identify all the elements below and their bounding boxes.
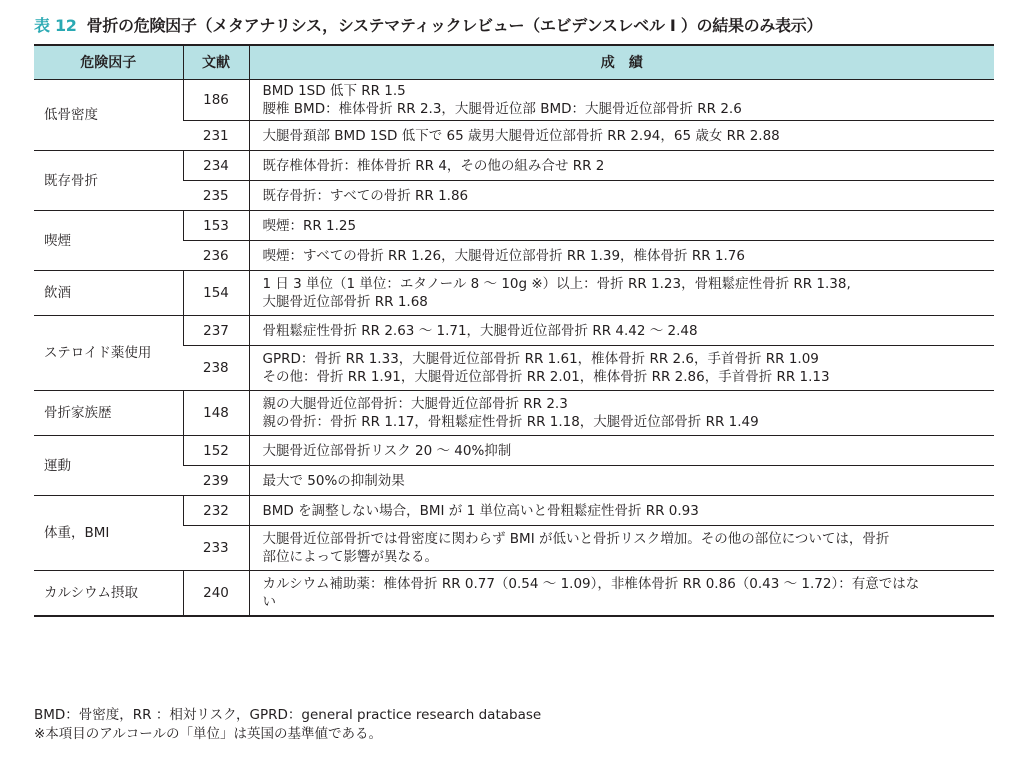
table-row [34,496,994,526]
header-reference: 文献 [183,45,249,80]
result-line: 親の大腿骨近位部骨折：大腿骨近位部骨折 RR 2.3 [262,396,568,412]
reference-cell: 235 [183,181,249,211]
result-cell [249,391,994,436]
factor-cell: 骨折家族歴 [34,391,183,436]
result-line: BMD 1SD 低下 RR 1.5 [262,83,406,99]
result-line: い [262,593,276,610]
reference-cell: 232 [183,496,249,526]
header-row [34,45,994,80]
reference-cell: 186 [183,80,249,121]
factor-cell: 既存骨折 [34,151,183,211]
table-row [34,316,994,346]
reference-cell: 239 [183,466,249,496]
result-line: カルシウム補助薬：椎体骨折 RR 0.77（0.54 〜 1.09），非椎体骨折 RR 0.86（0.43 〜 1.72）：有意ではな [262,575,920,592]
reference-cell: 240 [183,571,249,616]
result-cell: 喫煙：RR 1.25 [249,211,994,241]
factor-cell: カルシウム摂取 [34,571,183,616]
result-line: 親の骨折：骨折 RR 1.17，骨粗鬆症性骨折 RR 1.18，大腿骨近位部骨折 RR 1.49 [262,414,759,430]
table-row [34,436,994,466]
result-line: GPRD：骨折 RR 1.33，大腿骨近位部骨折 RR 1.61，椎体骨折 RR 2.6，手首骨折 RR 1.09 [262,351,819,367]
reference-cell: 148 [183,391,249,436]
table-row [34,80,994,121]
reference-cell: 154 [183,271,249,316]
result-cell: 骨粗鬆症性骨折 RR 2.63 〜 1.71，大腿骨近位部骨折 RR 4.42 〜 2.48 [249,316,994,346]
reference-cell: 236 [183,241,249,271]
reference-cell: 238 [183,346,249,391]
reference-cell: 233 [183,526,249,571]
result-cell: 喫煙：すべての骨折 RR 1.26，大腿骨近位部骨折 RR 1.39，椎体骨折 RR 1.76 [249,241,994,271]
factor-cell: 低骨密度 [34,80,183,151]
result-cell: BMD を調整しない場合，BMI が 1 単位高いと骨粗鬆症性骨折 RR 0.93 [249,496,994,526]
result-cell: 大腿骨頚部 BMD 1SD 低下で 65 歳男大腿骨近位部骨折 RR 2.94，65 歳女 RR 2.88 [249,121,994,151]
table-row [34,151,994,181]
result-cell [249,526,994,571]
risk-factor-table [34,44,994,617]
reference-cell: 153 [183,211,249,241]
result-line: その他：骨折 RR 1.91，大腿骨近位部骨折 RR 2.01，椎体骨折 RR 2.86，手首骨折 RR 1.13 [262,369,830,385]
header-result: 成 績 [249,45,994,80]
reference-cell: 231 [183,121,249,151]
table-row [34,391,994,436]
factor-cell: 運動 [34,436,183,496]
result-line: 部位によって影響が異なる。 [262,549,438,565]
result-line: 腰椎 BMD：椎体骨折 RR 2.3，大腿骨近位部 BMD：大腿骨近位部骨折 RR 2.6 [262,101,742,117]
factor-cell: 飲酒 [34,271,183,316]
header-factor: 危険因子 [34,45,183,80]
result-line: 大腿骨近位部骨折では骨密度に関わらず BMI が低いと骨折リスク増加。その他の部位については，骨折 [262,531,890,547]
reference-cell: 237 [183,316,249,346]
table-row [34,271,994,316]
table-label: 表 12 [34,16,77,35]
result-line: 1 日 3 単位（1 単位：エタノール 8 〜 10g ※）以上：骨折 RR 1.23，骨粗鬆症性骨折 RR 1.38, [262,276,851,292]
result-cell: 既存椎体骨折：椎体骨折 RR 4，その他の組み合せ RR 2 [249,151,994,181]
reference-cell: 152 [183,436,249,466]
result-cell: 既存骨折：すべての骨折 RR 1.86 [249,181,994,211]
result-cell [249,271,994,316]
table-row [34,571,994,616]
table-title [34,13,822,36]
result-cell [249,571,994,616]
table-row [34,211,994,241]
factor-cell: ステロイド薬使用 [34,316,183,391]
result-cell [249,346,994,391]
table-footnotes [34,706,541,744]
factor-cell: 体重，BMI [34,496,183,571]
table-caption: 骨折の危険因子（メタアナリシス，システマティックレビュー（エビデンスレベル I ）の結果のみ表示） [86,16,823,35]
result-cell: 最大で 50%の抑制効果 [249,466,994,496]
footnote-abbreviations: BMD：骨密度，RR ：相対リスク，GPRD：general practice research database [34,707,542,723]
result-cell [249,80,994,121]
footnote-alcohol-unit: ※本項目のアルコールの「単位」は英国の基準値である。 [34,726,383,742]
result-line: 大腿骨近位部骨折 RR 1.68 [262,294,428,310]
reference-cell: 234 [183,151,249,181]
result-cell: 大腿骨近位部骨折リスク 20 〜 40%抑制 [249,436,994,466]
factor-cell: 喫煙 [34,211,183,271]
